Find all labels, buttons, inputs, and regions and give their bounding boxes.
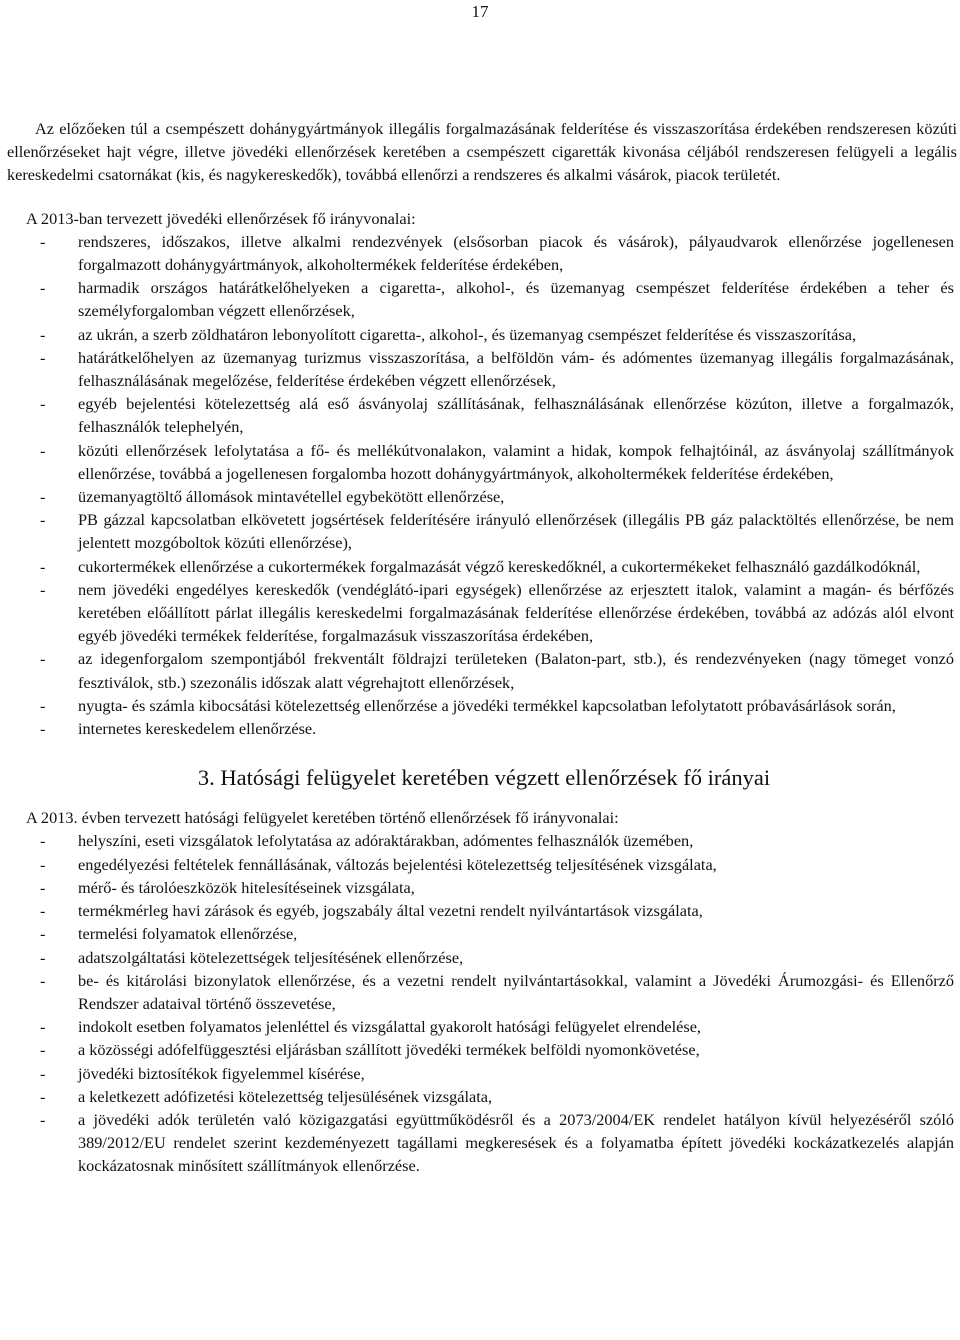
list-item: - termékmérleg havi zárások és egyéb, jogszabály által vezetni rendelt nyilvántartások vizsgálata, xyxy=(7,899,957,922)
excise-controls-list xyxy=(7,230,957,740)
document-body xyxy=(7,117,957,1178)
list-item: - az ukrán, a szerb zöldhatáron lebonyolított cigaretta-, alkohol-, és üzemanyag csempészet felderítése és visszaszorítása, xyxy=(7,323,957,346)
list-item: - üzemanyagtöltő állomások mintavétellel egybekötött ellenőrzése, xyxy=(7,485,957,508)
supervision-controls-section xyxy=(7,806,957,1177)
list-item: - határátkelőhelyen az üzemanyag turizmus visszaszorítása, a belföldön vám- és adómentes üzemanyag illegális forgalmazásának, felhasználásának megelőzése, felderítése érdekében végzett ellenőrzések, xyxy=(7,346,957,392)
list-item: - termelési folyamatok ellenőrzése, xyxy=(7,922,957,945)
list-item: - engedélyezési feltételek fennállásának, változás bejelentési kötelezettség teljesítésének vizsgálata, xyxy=(7,853,957,876)
list-item: - helyszíni, eseti vizsgálatok lefolytatása az adóraktárakban, adómentes felhasználók üzemében, xyxy=(7,829,957,852)
list-item: - indokolt esetben folyamatos jelenléttel és vizsgálattal gyakorolt hatósági felügyelet elrendelése, xyxy=(7,1015,957,1038)
supervision-controls-list xyxy=(7,829,957,1177)
list-item: - a közösségi adófelfüggesztési eljárásban szállított jövedéki termékek belföldi nyomonkövetése, xyxy=(7,1038,957,1061)
paragraph-smuggling-controls: Az előzőeken túl a csempészett dohánygyártmányok illegális forgalmazásának felderítése és visszaszorítása érdekében rendszeresen közúti ellenőrzéseket hajt végre, illetve jövedéki ellenőrzések keretében a csempészett cigaretták kivonása céljából rendszeresen felügyeli a legális kereskedelmi csatornákat (kis, és nagykereskedők), továbbá ellenőrzi a rendszeres és alkalmi vásárok, piacok területét. xyxy=(7,119,957,185)
list-item: - a jövedéki adók területén való közigazgatási együttműködésről és a 2073/2004/EK rendelet hatályon kívül helyezéséről szóló 389/2012/EU rendelet szerint kezdeményezett tagállami megkeresések és a folyamatba épített jövedéki kockázatkezelés alapján kockázatosnak minősített szállítmányok ellenőrzése. xyxy=(7,1108,957,1178)
list-item: - mérő- és tárolóeszközök hitelesítéseinek vizsgálata, xyxy=(7,876,957,899)
list-item: - jövedéki biztosítékok figyelemmel kísérése, xyxy=(7,1062,957,1085)
list-item: - a keletkezett adófizetési kötelezettség teljesülésének vizsgálata, xyxy=(7,1085,957,1108)
list-item: - internetes kereskedelem ellenőrzése. xyxy=(7,717,957,740)
list-item: - adatszolgáltatási kötelezettségek teljesítésének ellenőrzése, xyxy=(7,946,957,969)
list-item: - egyéb bejelentési kötelezettség alá eső ásványolaj szállításának, felhasználásának ellenőrzése közúton, illetve a forgalmazók, felhasználók telephelyén, xyxy=(7,392,957,438)
list-item: - rendszeres, időszakos, illetve alkalmi rendezvények (elsősorban piacok és vásárok), pályaudvarok ellenőrzése jogellenesen forgalmazott dohánygyártmányok, alkoholtermékek felderítése érdekében, xyxy=(7,230,957,276)
list-item: - harmadik országos határátkelőhelyeken a cigaretta-, alkohol-, és üzemanyag csempészet felderítése érdekében a teher és személyforgalomban végzett ellenőrzések, xyxy=(7,276,957,322)
list-item: - cukortermékek ellenőrzése a cukortermékek forgalmazását végző kereskedőknél, a cukortermékeket felhasználó gazdálkodóknál, xyxy=(7,555,957,578)
section-heading-wrapper xyxy=(7,764,957,792)
section-heading: 3. Hatósági felügyelet keretében végzett ellenőrzések fő irányai xyxy=(197,765,771,791)
supervision-controls-intro: A 2013. évben tervezett hatósági felügyelet keretében történő ellenőrzések fő irányvonalai: xyxy=(26,808,619,828)
page-number: 17 xyxy=(471,2,489,21)
list-item: - be- és kitárolási bizonylatok ellenőrzése, és a vezetni rendelt nyilvántartásokkal, valamint a Jövedéki Árumozgási- és Ellenőrző Rendszer adataival történő összevetése, xyxy=(7,969,957,1015)
list-item: - nem jövedéki engedélyes kereskedők (vendéglátó-ipari egységek) ellenőrzése az erjesztett italok, valamint a magán- és bérfőzés keretében előállított párlat illegális kereskedelmi forgalmazásának felderítése ellenőrzése érdekében, továbbá az adózás alól elvont egyéb jövedéki termékek felderítése, forgalmazásuk visszaszorítása érdekében, xyxy=(7,578,957,648)
excise-controls-intro: A 2013-ban tervezett jövedéki ellenőrzések fő irányvonalai: xyxy=(26,208,416,228)
excise-controls-section xyxy=(7,207,957,741)
list-item: - az idegenforgalom szempontjából frekventált földrajzi területeken (Balaton-part, stb.), és rendezvényeken (nagy tömeget vonzó fesztiválok, stb.) szezonális időszak alatt végrehajtott ellenőrzések, xyxy=(7,647,957,693)
list-item: - közúti ellenőrzések lefolytatása a fő- és mellékútvonalakon, valamint a hidak, kompok felhajtóinál, az ásványolaj szállítmányok ellenőrzése, továbbá a jogellenesen forgalomba hozott dohánygyártmányok, alkoholtermékek felderítése érdekében, xyxy=(7,439,957,485)
list-item: - nyugta- és számla kibocsátási kötelezettség ellenőrzése a jövedéki termékkel kapcsolatban lefolytatott próbavásárlások során, xyxy=(7,694,957,717)
list-item: - PB gázzal kapcsolatban elkövetett jogsértések felderítésére irányuló ellenőrzések (illegális PB gáz palacktöltés ellenőrzése, be nem jelentett mozgóboltok közúti ellenőrzése), xyxy=(7,508,957,554)
